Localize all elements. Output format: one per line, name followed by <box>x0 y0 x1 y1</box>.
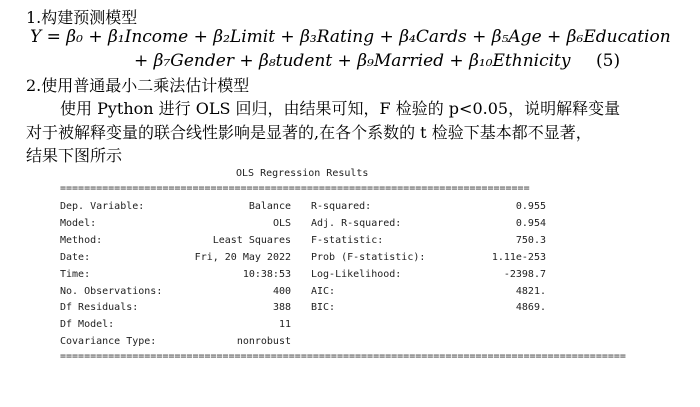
ols-row-label: Model: <box>60 217 97 229</box>
ols-row-value: OLS <box>272 217 291 229</box>
ols-row-label: Df Residuals: <box>60 302 139 314</box>
ols-row-value: Balance <box>248 201 291 212</box>
ols-row-stat-label: R-squared: <box>311 201 372 212</box>
ols-row-label: Dep. Variable: <box>60 201 145 212</box>
ols-row-stat-value: 1.11e-253 <box>491 251 546 263</box>
ols-row-stat-value: 0.955 <box>515 201 546 212</box>
ols-row-stat-label: Adj. R-squared: <box>311 217 402 229</box>
ols-row-label: Time: <box>60 268 91 280</box>
ols-row-label: Method: <box>60 234 103 246</box>
ols-row-value: 10:38:53 <box>242 268 291 280</box>
ols-row-stat-value: -2398.7 <box>503 268 546 280</box>
ols-row-value: Least Squares <box>212 234 291 246</box>
ols-row-label: Date: <box>60 251 91 263</box>
ols-row-stat-label: F-statistic: <box>311 234 384 246</box>
ols-row-stat-value: 750.3 <box>515 234 546 246</box>
equation-line1: Y = β₀ + β₁Income + β₂Limit + β₃Rating + β₄Cards + β₅Age + β₆Education <box>30 27 671 47</box>
equation-number: (5) <box>596 51 621 71</box>
ols-title: OLS Regression Results <box>236 168 369 179</box>
ols-row-value: 400 <box>272 285 291 297</box>
ols-row-stat-value: 4821. <box>515 285 546 297</box>
ols-row-stat-label: AIC: <box>311 285 336 297</box>
section2-title: 2.使用普通最小二乘法估计模型 <box>26 76 250 95</box>
ols-row-value: nonrobust <box>236 336 291 348</box>
ols-row-value: 388 <box>272 302 291 314</box>
ols-row-stat-value: 4869. <box>515 302 546 314</box>
ols-row-label: Covariance Type: <box>60 336 157 348</box>
ols-bottom-rule: ============================================================================================== <box>60 351 626 362</box>
ols-row-label: Df Model: <box>60 319 115 331</box>
paragraph-line3: 结果下图所示 <box>26 146 123 165</box>
ols-row-stat-label: Log-Likelihood: <box>311 268 402 280</box>
ols-row-stat-value: 0.954 <box>515 217 546 229</box>
ols-row-label: No. Observations: <box>60 285 163 297</box>
paragraph-line2: 对于被解释变量的联合线性影响是显著的,在各个系数的 t 检验下基本都不显著， <box>26 123 592 142</box>
ols-row-value: Fri, 20 May 2022 <box>194 251 291 263</box>
ols-row-value: 11 <box>278 319 291 331</box>
paragraph-line1: 使用 Python 进行 OLS 回归，由结果可知，F 检验的 p<0.05，说明解释变量 <box>60 99 621 118</box>
ols-top-rule: ============================================================================== <box>60 183 530 194</box>
section1-title: 1.构建预测模型 <box>26 8 138 27</box>
equation-line2: + β₇Gender + β₈tudent + β₉Married + β₁₀Ethnicity <box>134 51 571 71</box>
ols-row-stat-label: BIC: <box>311 302 336 314</box>
ols-row-stat-label: Prob (F-statistic): <box>311 251 426 263</box>
